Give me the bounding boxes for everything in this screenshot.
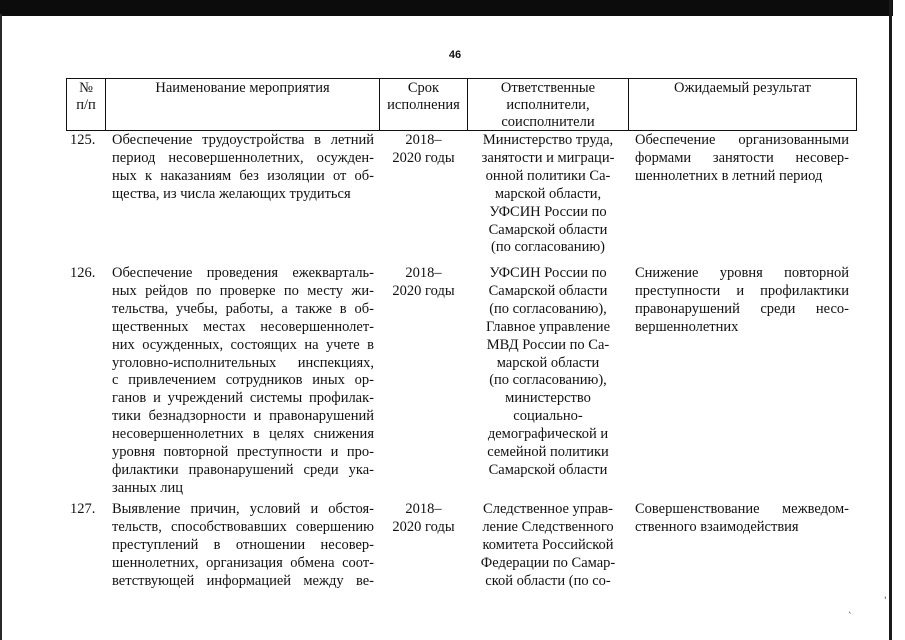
expected-result: Обеспечение организованными формами занятости несовер- шеннолетних в летний период xyxy=(635,132,849,184)
activity-name: Обеспечение трудоустройства в летний период несовершеннолетних, осужден- ных к наказаниям без изоляции от об- щества, из числа желающих трудиться xyxy=(112,132,374,202)
scan-right-border xyxy=(889,0,892,640)
expected-result: Совершенствование межведом- ственного взаимодействия xyxy=(635,501,849,535)
header-expected-result: Ожидаемый результат xyxy=(674,80,811,96)
header-term: Срок исполнения xyxy=(387,80,460,113)
term: 2018– 2020 годы xyxy=(392,265,455,299)
scan-speck: ' xyxy=(884,596,887,606)
term: 2018– 2020 годы xyxy=(392,132,455,166)
table-right-border xyxy=(856,78,857,131)
header-activity-name: Наименование мероприятия xyxy=(155,80,330,96)
table-header-bottom-border xyxy=(66,130,857,131)
responsible: УФСИН России по Самарской области (по согласованию), Главное управление МВД России по Са- марской области (по согласованию), министерство социально- демографической и семейной политики Самарской области xyxy=(485,265,611,478)
responsible: Министерство труда, занятости и миграци- онной политики Са- марской области, УФСИН России по Самарской области (по согласованию) xyxy=(481,132,615,256)
row-number: 125. xyxy=(70,132,96,148)
header-responsible: Ответственные исполнители, соисполнители xyxy=(500,80,596,130)
expected-result: Снижение уровня повторной преступности и профилактики правонарушений среди несо- вершеннолетних xyxy=(635,265,849,335)
row-number: 126. xyxy=(70,265,96,281)
scan-left-border xyxy=(0,14,2,640)
responsible: Следственное управ- ление Следственного комитета Российской Федерации по Самар- ской области (по со- xyxy=(480,501,616,589)
term: 2018– 2020 годы xyxy=(392,501,455,535)
scan-speck: ` xyxy=(848,612,853,622)
page-number: 46 xyxy=(448,49,462,61)
header-number: № п/п xyxy=(76,80,96,113)
scan-top-border xyxy=(0,0,893,16)
activity-name: Выявление причин, условий и обстоя- тельств, способствовавших совершению преступлений в отношении несовер- шеннолетних, организация обмена соот- ветствующей информацией между ве- xyxy=(112,501,374,589)
table-top-border xyxy=(66,78,857,79)
activity-name: Обеспечение проведения ежекварталь- ных рейдов по проверке по месту жи- тельства, учебы, работы, а также в об- щественных местах несовершеннолет- них осужденных, состоящих на учете в уголовно-исполнительных инспекциях, с привлечением сотрудников иных ор- ганов и учреждений системы профилак- тики безнадзорности и правонарушений несовершеннолетних в целях снижения уровня повторной преступности и про- филактики правонарушений среди ука- занных лиц xyxy=(112,265,374,496)
row-number: 127. xyxy=(70,501,96,517)
